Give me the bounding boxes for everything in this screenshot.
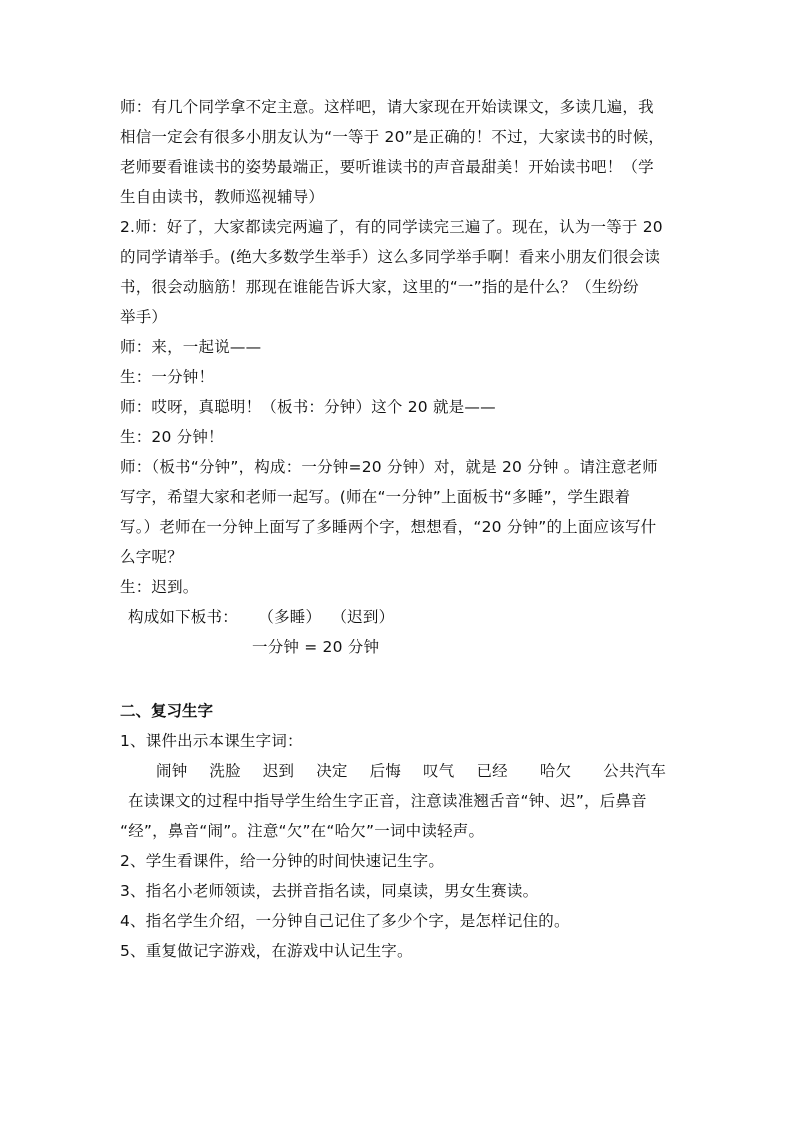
list-item: 5、重复做记字游戏，在游戏中认记生字。 xyxy=(120,942,413,960)
note-line: 在读课文的过程中指导学生给生字正音，注意读准翘舌音“钟、迟”，后鼻音 xyxy=(128,792,647,810)
note-line: “经”，鼻音“闹”。注意“欠”在“哈欠”一词中读轻声。 xyxy=(120,822,485,840)
word-list xyxy=(120,756,680,786)
list-item: 2、学生看课件，给一分钟的时间快速记生字。 xyxy=(120,852,445,870)
word-item: 洗脸 xyxy=(209,762,241,780)
text-line: 生：迟到。 xyxy=(120,578,199,596)
text-line: 2.师：好了，大家都读完两遍了，有的同学读完三遍了。现在，认为一等于 20 xyxy=(120,218,663,236)
list-item: 3、指名小老师领读，去拼音指名读，同桌读，男女生赛读。 xyxy=(120,882,539,900)
text-line: 师：（板书“分钟”，构成：一分钟=20 分钟）对，就是 20 分钟 。请注意老师 xyxy=(120,458,658,476)
text-line: 写字，希望大家和老师一起写。(师在“一分钟”上面板书“多睡”，学生跟着 xyxy=(120,488,631,506)
section-heading: 二、复习生字 xyxy=(120,702,214,720)
word-item: 叹气 xyxy=(423,762,455,780)
word-item: 公共汽车 xyxy=(603,762,667,780)
board-line-bottom: 一分钟 = 20 分钟 xyxy=(252,638,380,656)
review-section xyxy=(120,696,680,966)
word-item: 迟到 xyxy=(262,762,295,780)
text-line: 师：来，一起说—— xyxy=(120,338,262,356)
text-line: 师：哎呀，真聪明！（板书：分钟）这个 20 就是—— xyxy=(120,398,496,416)
list-item: 4、指名学生介绍，一分钟自己记住了多少个字，是怎样记住的。 xyxy=(120,912,570,930)
text-line: 举手） xyxy=(120,308,168,326)
dialogue-section xyxy=(120,92,680,662)
word-item: 已经 xyxy=(476,762,508,780)
text-line: 书，很会动脑筋！那现在谁能告诉大家，这里的“一”指的是什么？（生纷纷 xyxy=(120,278,639,296)
text-line: 师：有几个同学拿不定主意。这样吧，请大家现在开始读课文，多读几遍，我 xyxy=(120,98,654,116)
text-line: 写。）老师在一分钟上面写了多睡两个字，想想看，“20 分钟”的上面应该写什 xyxy=(120,518,657,536)
text-line: 老师要看谁读书的姿势最端正，要听谁读书的声音最甜美！开始读书吧！（学 xyxy=(120,158,654,176)
text-line: 生：20 分钟！ xyxy=(120,428,224,446)
list-item: 1、课件出示本课生字词： xyxy=(120,732,303,750)
document-page xyxy=(120,92,680,966)
word-item: 后悔 xyxy=(369,762,402,780)
text-line: 生自由读书，教师巡视辅导） xyxy=(120,188,325,206)
text-line: 么字呢？ xyxy=(120,548,183,566)
board-line-top: 构成如下板书： （多睡） （迟到） xyxy=(128,608,395,626)
word-item: 决定 xyxy=(316,762,348,780)
text-line: 生：一分钟！ xyxy=(120,368,215,386)
word-item: 哈欠 xyxy=(539,762,572,780)
section-gap xyxy=(120,662,680,696)
text-line: 的同学请举手。(绝大多数学生举手）这么多同学举手啊！看来小朋友们很会读 xyxy=(120,248,661,266)
text-line: 相信一定会有很多小朋友认为“一等于 20”是正确的！不过，大家读书的时候， xyxy=(120,128,665,146)
word-item: 闹钟 xyxy=(156,762,188,780)
